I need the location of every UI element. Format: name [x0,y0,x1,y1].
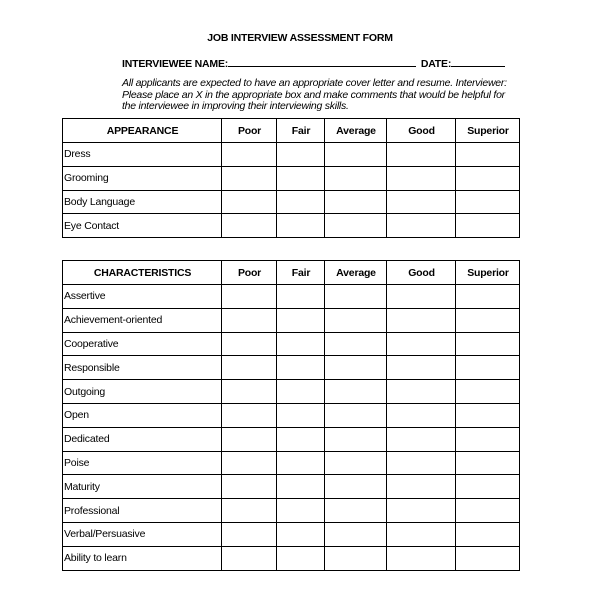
rating-cell[interactable] [387,143,456,167]
interviewee-name-label: INTERVIEWEE NAME: [122,58,229,70]
rating-cell[interactable] [277,427,325,451]
rating-cell[interactable] [325,332,387,356]
rating-cell[interactable] [277,475,325,499]
rating-cell[interactable] [222,308,277,332]
rating-cell[interactable] [277,403,325,427]
rating-cell[interactable] [325,214,387,238]
row-label: Outgoing [63,380,222,404]
name-date-line [122,56,505,70]
rating-cell[interactable] [325,522,387,546]
row-label: Ability to learn [63,546,222,570]
rating-cell[interactable] [277,308,325,332]
row-label: Poise [63,451,222,475]
rating-cell[interactable] [387,166,456,190]
column-header-average: Average [325,261,387,285]
rating-cell[interactable] [325,190,387,214]
characteristics-table [62,260,520,571]
row-label: Eye Contact [63,214,222,238]
rating-cell[interactable] [277,190,325,214]
row-label: Dress [63,143,222,167]
column-header-superior: Superior [456,261,520,285]
rating-cell[interactable] [456,356,520,380]
rating-cell[interactable] [456,190,520,214]
table-row [63,143,520,167]
column-header-poor: Poor [222,119,277,143]
rating-cell[interactable] [387,356,456,380]
rating-cell[interactable] [456,522,520,546]
appearance-header-row [63,119,520,143]
rating-cell[interactable] [456,499,520,523]
rating-cell[interactable] [325,380,387,404]
rating-cell[interactable] [325,451,387,475]
rating-cell[interactable] [325,308,387,332]
rating-cell[interactable] [277,499,325,523]
table-row [63,356,520,380]
table-row [63,522,520,546]
rating-cell[interactable] [387,308,456,332]
rating-cell[interactable] [222,285,277,309]
table-row [63,285,520,309]
rating-cell[interactable] [277,380,325,404]
characteristics-header-row [63,261,520,285]
rating-cell[interactable] [387,546,456,570]
column-header-fair: Fair [277,261,325,285]
rating-cell[interactable] [456,332,520,356]
date-field[interactable] [451,56,505,67]
rating-cell[interactable] [277,214,325,238]
table-row [63,190,520,214]
rating-cell[interactable] [387,190,456,214]
rating-cell[interactable] [325,403,387,427]
table-row [63,499,520,523]
table-row [63,475,520,499]
rating-cell[interactable] [325,356,387,380]
rating-cell[interactable] [387,451,456,475]
rating-cell[interactable] [222,475,277,499]
rating-cell[interactable] [222,190,277,214]
rating-cell[interactable] [387,403,456,427]
row-label: Verbal/Persuasive [63,522,222,546]
rating-cell[interactable] [222,403,277,427]
table-row [63,403,520,427]
rating-cell[interactable] [222,356,277,380]
appearance-header: APPEARANCE [63,119,222,143]
column-header-good: Good [387,261,456,285]
rating-cell[interactable] [277,143,325,167]
rating-cell[interactable] [456,308,520,332]
rating-cell[interactable] [456,427,520,451]
interviewee-name-field[interactable] [228,56,416,67]
rating-cell[interactable] [277,546,325,570]
column-header-poor: Poor [222,261,277,285]
rating-cell[interactable] [456,285,520,309]
rating-cell[interactable] [277,166,325,190]
rating-cell[interactable] [325,499,387,523]
column-header-superior: Superior [456,119,520,143]
rating-cell[interactable] [325,143,387,167]
row-label: Assertive [63,285,222,309]
rating-cell[interactable] [222,427,277,451]
rating-cell[interactable] [387,427,456,451]
rating-cell[interactable] [456,475,520,499]
rating-cell[interactable] [325,285,387,309]
rating-cell[interactable] [456,546,520,570]
rating-cell[interactable] [387,380,456,404]
column-header-good: Good [387,119,456,143]
rating-cell[interactable] [387,214,456,238]
appearance-table [62,118,520,238]
rating-cell[interactable] [456,166,520,190]
table-row [63,308,520,332]
table-row [63,546,520,570]
row-label: Professional [63,499,222,523]
instructions-text: All applicants are expected to have an appropriate cover letter and resume. Interviewer: Please place an X in the appropriate box and make comments that would be helpful for the interviewee in improving their interviewing skills. [122,77,507,112]
row-label: Dedicated [63,427,222,451]
row-label: Grooming [63,166,222,190]
rating-cell[interactable] [456,403,520,427]
table-row [63,214,520,238]
row-label: Responsible [63,356,222,380]
date-label: DATE: [420,58,452,70]
rating-cell[interactable] [387,285,456,309]
rating-cell[interactable] [277,356,325,380]
rating-cell[interactable] [325,427,387,451]
rating-cell[interactable] [222,166,277,190]
rating-cell[interactable] [456,143,520,167]
rating-cell[interactable] [325,166,387,190]
rating-cell[interactable] [277,522,325,546]
rating-cell[interactable] [222,143,277,167]
table-row [63,332,520,356]
characteristics-header: CHARACTERISTICS [63,261,222,285]
rating-cell[interactable] [277,285,325,309]
rating-cell[interactable] [222,546,277,570]
rating-cell[interactable] [222,499,277,523]
rating-cell[interactable] [387,499,456,523]
rating-cell[interactable] [222,451,277,475]
row-label: Achievement-oriented [63,308,222,332]
table-row [63,451,520,475]
table-row [63,380,520,404]
rating-cell[interactable] [277,332,325,356]
row-label: Maturity [63,475,222,499]
table-row [63,427,520,451]
row-label: Body Language [63,190,222,214]
rating-cell[interactable] [456,214,520,238]
table-row [63,166,520,190]
rating-cell[interactable] [387,475,456,499]
rating-cell[interactable] [456,380,520,404]
rating-cell[interactable] [222,214,277,238]
rating-cell[interactable] [325,475,387,499]
column-header-average: Average [325,119,387,143]
rating-cell[interactable] [325,546,387,570]
rating-cell[interactable] [222,332,277,356]
column-header-fair: Fair [277,119,325,143]
rating-cell[interactable] [456,451,520,475]
rating-cell[interactable] [387,332,456,356]
row-label: Open [63,403,222,427]
rating-cell[interactable] [277,451,325,475]
rating-cell[interactable] [387,522,456,546]
row-label: Cooperative [63,332,222,356]
rating-cell[interactable] [222,522,277,546]
form-title: JOB INTERVIEW ASSESSMENT FORM [207,32,393,44]
rating-cell[interactable] [222,380,277,404]
